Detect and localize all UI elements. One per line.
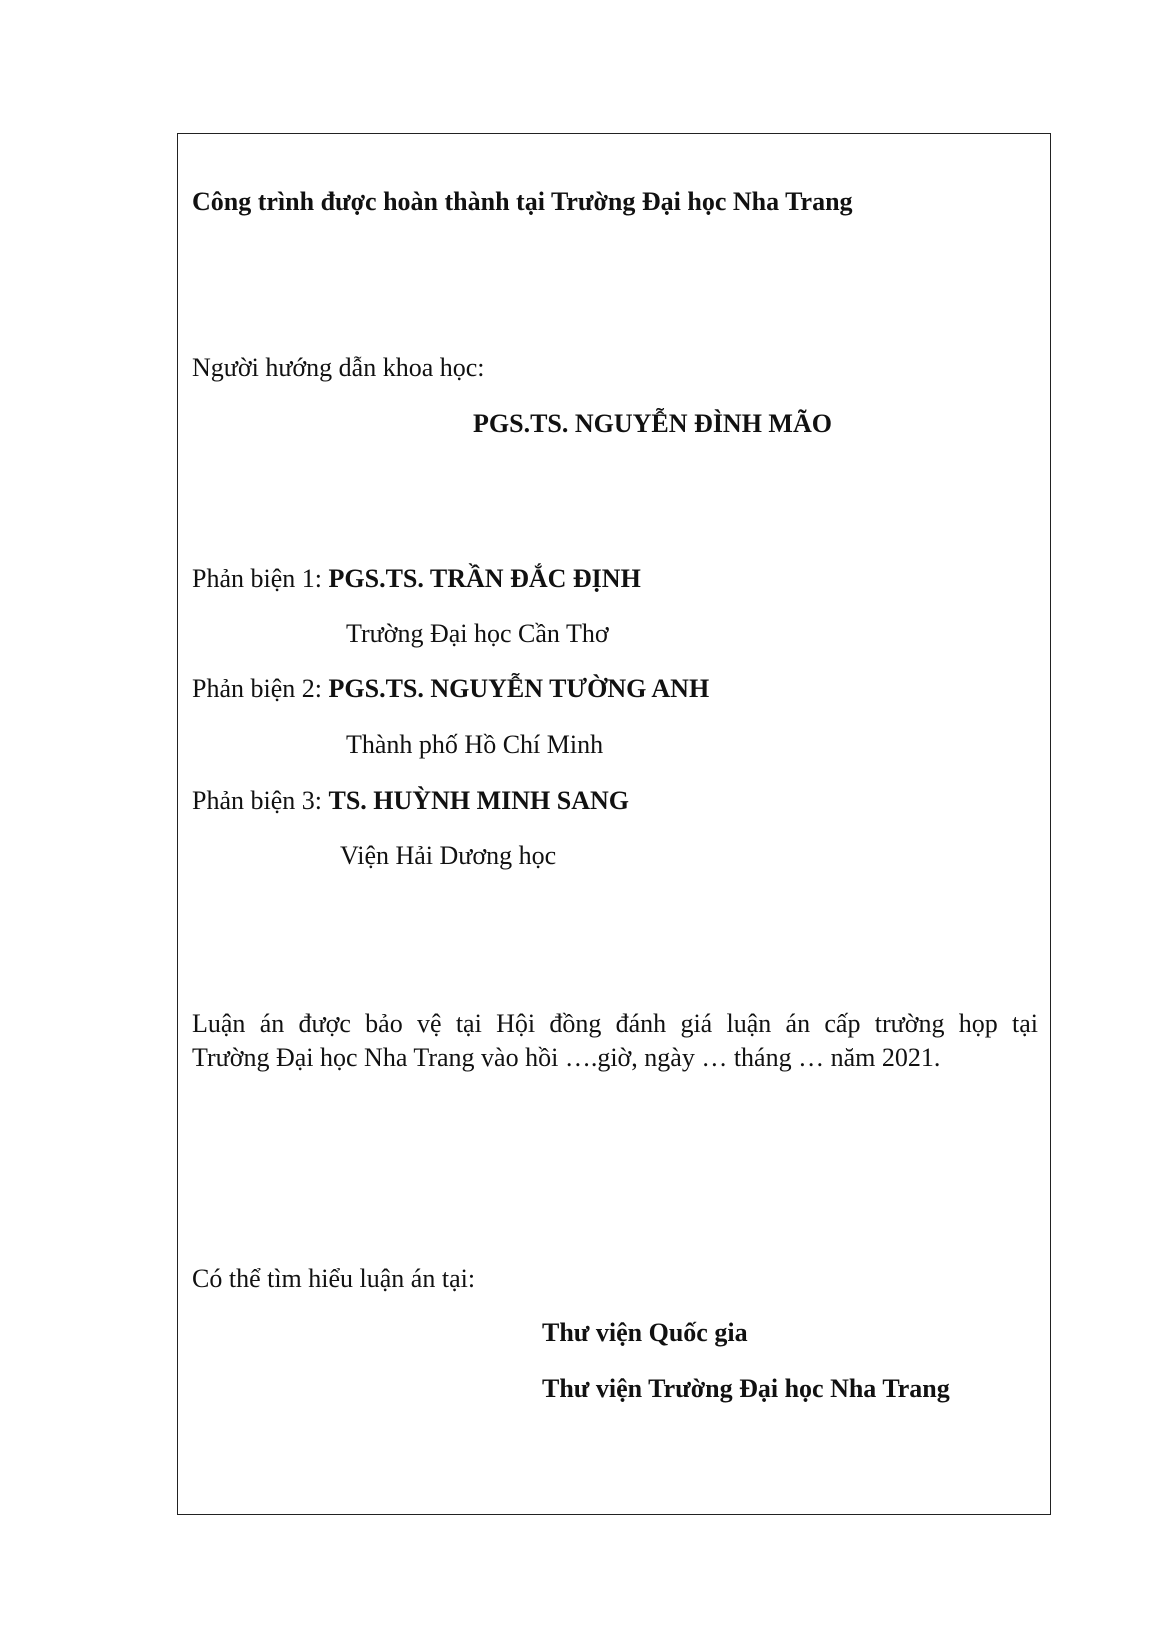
supervisor-label: Người hướng dẫn khoa học: [192,353,485,382]
reviewer-1-affiliation: Trường Đại học Cần Thơ [346,619,609,648]
reviewer-2-label: Phản biện 2: [192,674,322,703]
reviewer-3-name: TS. HUỲNH MINH SANG [328,786,629,815]
reviewer-2-name: PGS.TS. NGUYỄN TƯỜNG ANH [328,674,710,703]
libraries-label: Có thể tìm hiểu luận án tại: [192,1264,476,1293]
library-item-nha-trang: Thư viện Trường Đại học Nha Trang [542,1374,950,1403]
reviewer-1-name: PGS.TS. TRẦN ĐẮC ĐỊNH [328,564,641,593]
reviewer-1-row [192,564,641,594]
supervisor-name: PGS.TS. NGUYỄN ĐÌNH MÃO [473,409,832,438]
completion-heading: Công trình được hoàn thành tại Trường Đại học Nha Trang [192,187,853,216]
defense-paragraph [192,1007,1038,1075]
reviewer-2-affiliation: Thành phố Hồ Chí Minh [346,730,604,759]
reviewer-3-row [192,786,629,816]
reviewer-3-affiliation: Viện Hải Dương học [340,841,557,870]
defense-line-2: Trường Đại học Nha Trang vào hồi ….giờ, ngày … tháng … năm 2021. [192,1043,941,1072]
reviewer-1-label: Phản biện 1: [192,564,322,593]
reviewer-2-row [192,674,709,704]
defense-line-1: Luận án được bảo vệ tại Hội đồng đánh giá luận án cấp trường họp tại [192,1009,1038,1038]
page-border-frame [177,133,1051,1515]
library-item-national: Thư viện Quốc gia [542,1318,748,1347]
reviewer-3-label: Phản biện 3: [192,786,322,815]
